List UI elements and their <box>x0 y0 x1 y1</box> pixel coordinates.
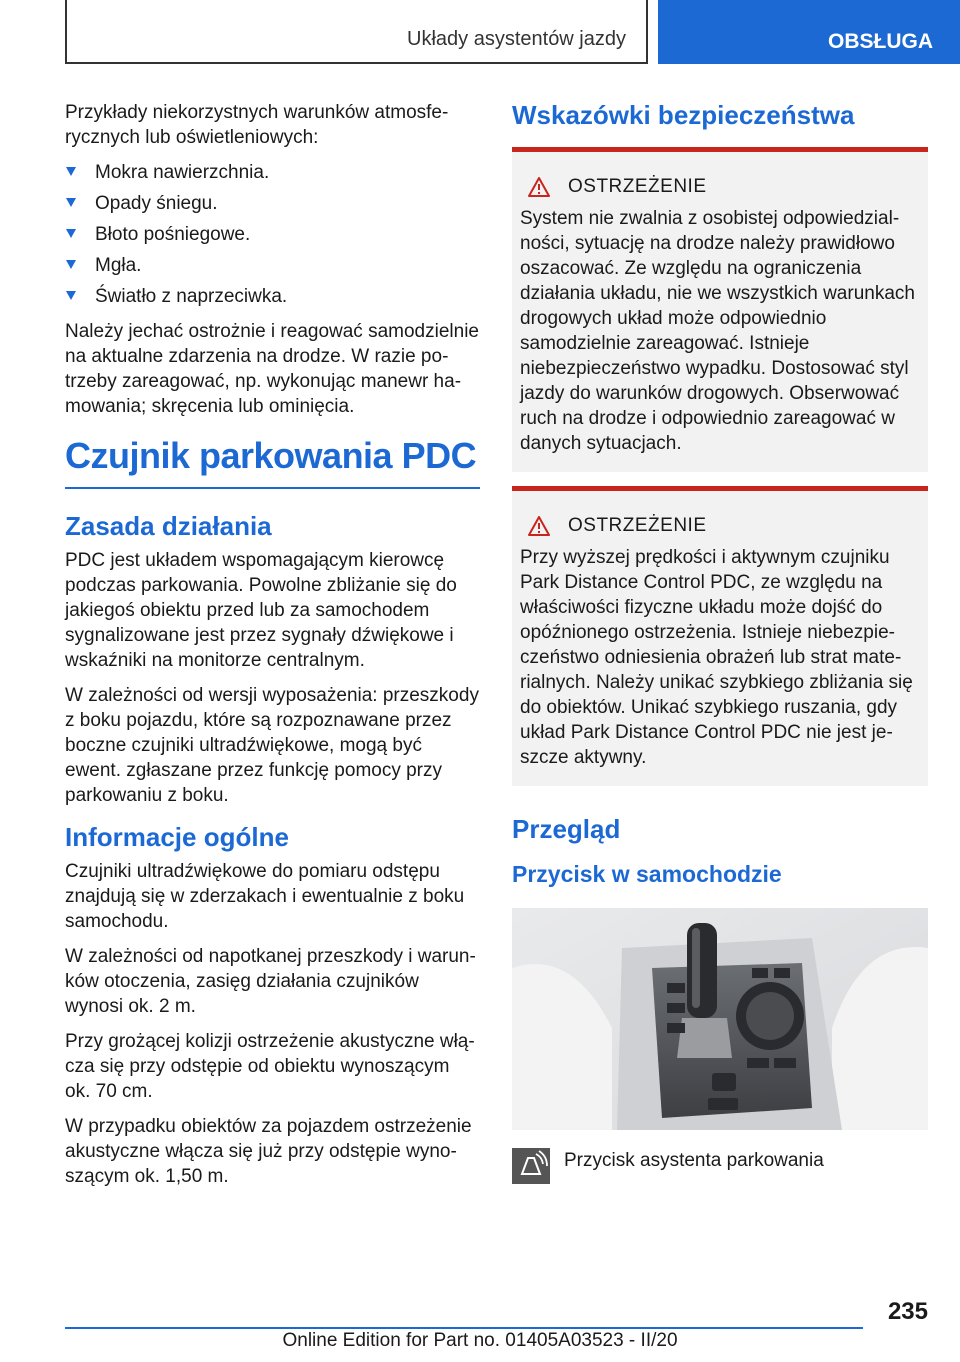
general-paragraph-3: Przy grożącej kolizji ostrzeżenie akustyczne włącza się przy odstępie od obiektu wynoszącym ok. 70 cm. <box>65 1031 475 1102</box>
header-box <box>65 0 648 64</box>
triangle-bullet-icon <box>66 198 76 207</box>
header-chapter-tab: OBSŁUGA <box>658 0 960 64</box>
conditions-list <box>65 160 480 309</box>
center-console-photo <box>512 908 928 1130</box>
general-paragraph-2: W zależności od napotkanej przeszkody i warunków otoczenia, zasięg działania czujników wynosi ok. 2 m. <box>65 946 476 1017</box>
list-item: Błoto pośniegowe. <box>65 222 480 247</box>
section-title-overview: Przegląd <box>512 814 621 844</box>
section-title-general: Informacje ogólne <box>65 822 289 852</box>
principle-paragraph-1: PDC jest układem wspomagającym kierowcę podczas parkowania. Powolne zbliżanie się do jakiegoś obiektu przed lub za samochodem sygnalizowane jest przez sygnały dźwiękowe i wskaźniki na monitorze centralnym. <box>65 550 457 671</box>
warning-box <box>512 152 928 472</box>
principle-paragraph-2: W zależności od wersji wyposażenia: przeszkody z boku pojazdu, które są rozpoznawane przez boczne czujniki ultradźwiękowe, mogą być ewent. zgłaszane przez funkcję pomocy przy parkowaniu z boku. <box>65 685 479 806</box>
parking-assistant-icon <box>512 1148 550 1184</box>
warning-title: OSTRZEŻENIE <box>568 176 707 197</box>
caption-text: Przycisk asystenta parkowania <box>564 1150 824 1171</box>
warning-text: System nie zwalnia z osobistej odpowiedzialności, sytuację na drodze należy prawidłowo oszacować. Ze względu na ograniczenia działania układu, nie we wszystkich warunkach drogowych układ może odpowiednio samodzielnie zareagować. Istnieje niebezpieczeństwo wypadku. Dostosować styl jazdy do warunków drogowych. Obserwować ruch na drodze i odpowiednio zareagować w danych sytuacjach. <box>520 208 915 454</box>
chapter-title: Czujnik parkowania PDC <box>65 435 480 489</box>
intro-text: Przykłady niekorzystnych warunków atmosferycznych lub oświetleniowych: <box>65 102 449 148</box>
list-item: Opady śniegu. <box>65 191 480 216</box>
footer-divider <box>65 1327 863 1329</box>
triangle-bullet-icon <box>66 229 76 238</box>
section-title-principle: Zasada działania <box>65 511 272 541</box>
warning-triangle-icon <box>528 177 550 197</box>
warning-triangle-icon <box>528 516 550 536</box>
footer-edition-note: Online Edition for Part no. 01405A03523 - II/20 <box>282 1330 678 1351</box>
triangle-bullet-icon <box>66 260 76 269</box>
header-section-title: Układy asystentów jazdy <box>407 28 626 50</box>
general-paragraph-1: Czujniki ultradźwiękowe do pomiaru odstępu znajdują się w zderzakach i ewentualnie z boku samochodu. <box>65 861 465 932</box>
left-column <box>65 100 480 1199</box>
list-item: Mgła. <box>65 253 480 278</box>
figure-caption <box>512 1148 928 1184</box>
right-column <box>512 100 928 1184</box>
list-item: Światło z naprzeciwka. <box>65 284 480 309</box>
list-item: Mokra nawierzchnia. <box>65 160 480 185</box>
advice-text: Należy jechać ostrożnie i reagować samodzielnie na aktualne zdarzenia na drodze. W razie potrzeby zareagować, np. wykonując manewr hamowania; skręcenia lub ominięcia. <box>65 321 479 417</box>
warning-title: OSTRZEŻENIE <box>568 515 707 536</box>
general-paragraph-4: W przypadku obiektów za pojazdem ostrzeżenie akustyczne włącza się już przy odstępie wynoszącym ok. 1,50 m. <box>65 1116 472 1187</box>
triangle-bullet-icon <box>66 167 76 176</box>
section-title-safety: Wskazówki bezpieczeństwa <box>512 100 855 130</box>
warning-text: Przy wyższej prędkości i aktywnym czujniku Park Distance Control PDC, ze względu na właściwości fizyczne układu może dojść do opóźnionego ostrzeżenia. Istnieje niebezpieczeństwo odniesienia obrażeń lub strat materialnych. Należy unikać szybkiego zbliżania się do obiektów. Unikać szybkiego ruszania, gdy układ Park Distance Control PDC nie jest jeszcze aktywny. <box>520 547 913 768</box>
page-number: 235 <box>887 1298 928 1325</box>
triangle-bullet-icon <box>66 291 76 300</box>
warning-box <box>512 491 928 786</box>
subsection-title-button: Przycisk w samochodzie <box>512 861 782 887</box>
